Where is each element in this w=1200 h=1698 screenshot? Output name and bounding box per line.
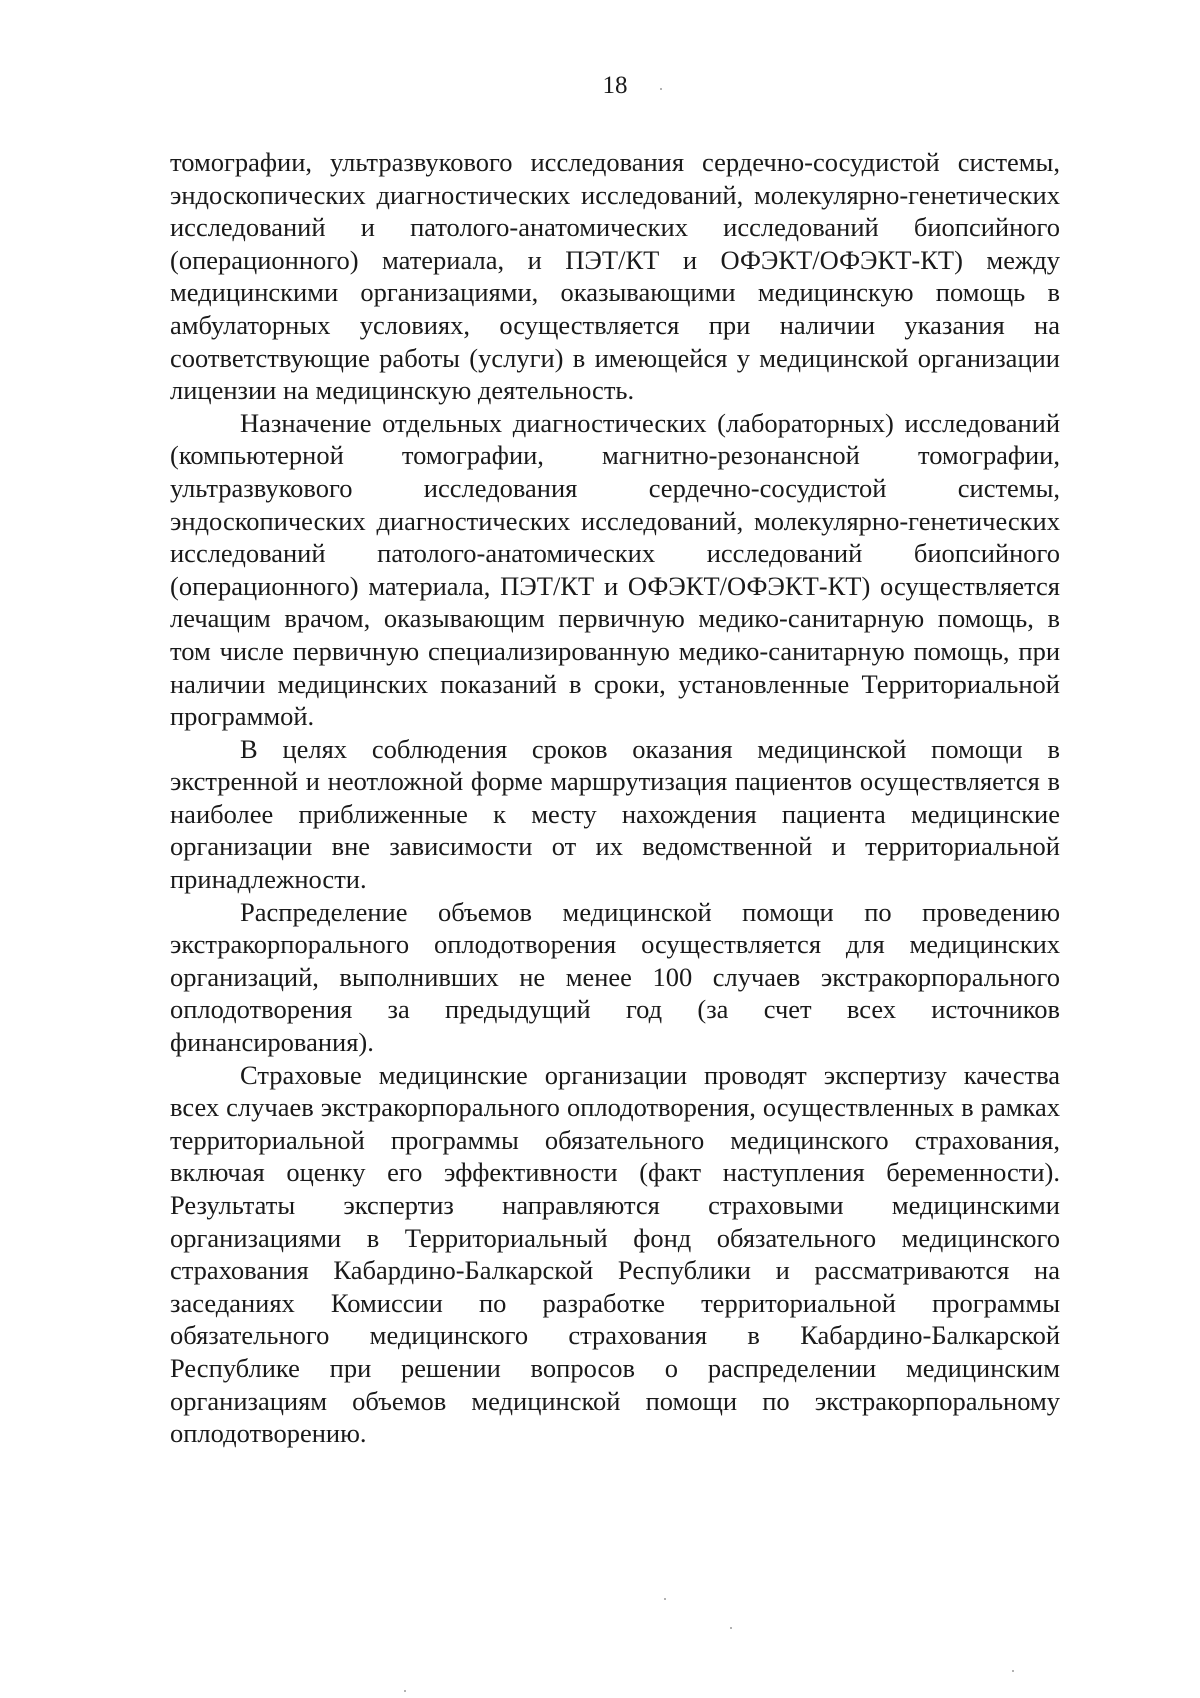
scan-speck [404,1690,406,1692]
page-number: 18 [602,72,628,99]
document-body [170,146,1060,1450]
scan-speck [660,88,662,90]
paragraph-5: Страховые медицинские организации проводят экспертизу качества всех случаев экстракорпорального оплодотворения, осуществленных в рамках территориальной программы обязательного медицинского страхования, включая оценку его эффективности (факт наступления беременности). Результаты экспертиз направляются страховыми медицинскими организациями в Территориальный фонд обязательного медицинского страхования Кабардино-Балкарской Республики и рассматриваются на заседаниях Комиссии по разработке территориальной программы обязательного медицинского страхования в Кабардино-Балкарской Республике при решении вопросов о распределении медицинским организациям объемов медицинской помощи по экстракорпоральному оплодотворению. [170,1059,1060,1449]
paragraph-3: В целях соблюдения сроков оказания медицинской помощи в экстренной и неотложной форме маршрутизация пациентов осуществляется в наиболее приближенные к месту нахождения пациента медицинские организации вне зависимости от их ведомственной и территориальной принадлежности. [170,733,1060,895]
scan-speck [664,1598,666,1600]
paragraph-1: томографии, ультразвукового исследования сердечно-сосудистой системы, эндоскопических диагностических исследований, молекулярно-генетических исследований и патолого-анатомических исследований биопсийного (операционного) материала, и ПЭТ/КТ и ОФЭКТ/ОФЭКТ-КТ) между медицинскими организациями, оказывающими медицинскую помощь в амбулаторных условиях, осуществляется при наличии указания на соответствующие работы (услуги) в имеющейся у медицинской организации лицензии на медицинскую деятельность. [170,147,1060,406]
paragraph-2: Назначение отдельных диагностических (лабораторных) исследований (компьютерной томографии, магнитно-резонансной томографии, ультразвукового исследования сердечно-сосудистой системы, эндоскопических диагностических исследований, молекулярно-генетических исследований патолого-анатомических исследований биопсийного (операционного) материала, ПЭТ/КТ и ОФЭКТ/ОФЭКТ-КТ) осуществляется лечащим врачом, оказывающим первичную медико-санитарную помощь, в том числе первичную специализированную медико-санитарную помощь, при наличии медицинских показаний в сроки, установленные Территориальной программой. [170,407,1060,732]
paragraph-4: Распределение объемов медицинской помощи по проведению экстракорпорального оплодотворения осуществляется для медицинских организаций, выполнивших не менее 100 случаев экстракорпорального оплодотворения за предыдущий год (за счет всех источников финансирования). [170,896,1060,1058]
scan-speck [1012,1670,1014,1672]
scan-speck [730,1627,732,1629]
